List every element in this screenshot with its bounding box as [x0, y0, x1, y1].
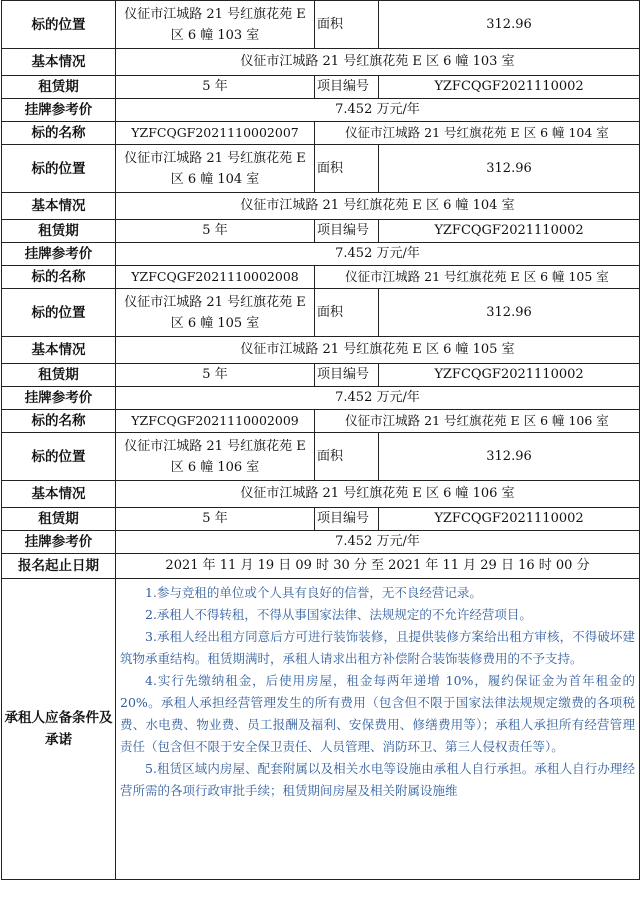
conditions-text: [116, 579, 640, 880]
label-signup-period: 报名起止日期: [2, 554, 116, 579]
label-price: 挂牌参考价: [2, 99, 116, 122]
area-value: 312.96: [379, 1, 640, 49]
row-basic: [2, 481, 640, 508]
label-price: 挂牌参考价: [2, 387, 116, 410]
label-name: 标的名称: [2, 122, 116, 145]
basic-value: 仪征市江城路 21 号红旗花苑 E 区 6 幢 104 室: [116, 193, 640, 220]
label-basic: 基本情况: [2, 49, 116, 76]
label-name: 标的名称: [2, 266, 116, 289]
name-value: 仪征市江城路 21 号红旗花苑 E 区 6 幢 104 室: [315, 122, 640, 145]
basic-value: 仪征市江城路 21 号红旗花苑 E 区 6 幢 105 室: [116, 337, 640, 364]
label-price: 挂牌参考价: [2, 243, 116, 266]
row-location: [2, 145, 640, 193]
row-price: [2, 99, 640, 122]
row-name: [2, 410, 640, 433]
term-value: 5 年: [116, 76, 315, 99]
name-value: 仪征市江城路 21 号红旗花苑 E 区 6 幢 106 室: [315, 410, 640, 433]
condition-item: 5.租赁区域内房屋、配套附属以及相关水电等设施由承租人自行承担。承租人自行办理经营所需的各项行政审批手续；租赁期间房屋及相关附属设施维: [120, 761, 635, 798]
row-price: [2, 243, 640, 266]
label-term: 租赁期: [2, 508, 116, 531]
label-location: 标的位置: [2, 145, 116, 193]
price-value: 7.452 万元/年: [116, 531, 640, 554]
label-basic: 基本情况: [2, 337, 116, 364]
term-value: 5 年: [116, 220, 315, 243]
label-basic: 基本情况: [2, 481, 116, 508]
condition-item: 4.实行先缴纳租金，后使用房屋，租金每两年递增 10%，履约保证金为首年租金的 20%。承租人承担经营管理发生的所有费用（包含但不限于国家法律法规规定缴费的各项税费、水电费、物业费、员工报酬及福利、安保费用、修缮费用等）；承租人承担所有经营管理责任（包含但不限于安全保卫责任、人员管理、消防环卫、第三人侵权责任等）。: [120, 673, 635, 754]
label-name: 标的名称: [2, 410, 116, 433]
project-no-value: YZFCQGF2021110002: [379, 76, 640, 99]
row-location: [2, 289, 640, 337]
location-value: 仪征市江城路 21 号红旗花苑 E 区 6 幢 103 室: [116, 1, 315, 49]
row-price: [2, 387, 640, 410]
row-basic: [2, 193, 640, 220]
price-value: 7.452 万元/年: [116, 387, 640, 410]
label-area: 面积: [315, 1, 379, 49]
project-no-value: YZFCQGF2021110002: [379, 220, 640, 243]
label-location: 标的位置: [2, 433, 116, 481]
label-term: 租赁期: [2, 364, 116, 387]
row-conditions: [2, 579, 640, 880]
condition-item: 2.承租人不得转租，不得从事国家法律、法规规定的不允许经营项目。: [145, 607, 532, 622]
label-area: 面积: [315, 289, 379, 337]
label-location: 标的位置: [2, 289, 116, 337]
row-basic: [2, 49, 640, 76]
price-value: 7.452 万元/年: [116, 243, 640, 266]
label-basic: 基本情况: [2, 193, 116, 220]
name-code: YZFCQGF2021110002008: [116, 266, 315, 289]
label-term: 租赁期: [2, 220, 116, 243]
row-signup-period: [2, 554, 640, 579]
row-term: [2, 220, 640, 243]
label-location: 标的位置: [2, 1, 116, 49]
row-term: [2, 364, 640, 387]
label-project-no: 项目编号: [315, 220, 379, 243]
area-value: 312.96: [379, 433, 640, 481]
project-no-value: YZFCQGF2021110002: [379, 508, 640, 531]
area-value: 312.96: [379, 289, 640, 337]
name-value: 仪征市江城路 21 号红旗花苑 E 区 6 幢 105 室: [315, 266, 640, 289]
location-value: 仪征市江城路 21 号红旗花苑 E 区 6 幢 104 室: [116, 145, 315, 193]
term-value: 5 年: [116, 364, 315, 387]
row-location: [2, 433, 640, 481]
name-code: YZFCQGF2021110002009: [116, 410, 315, 433]
term-value: 5 年: [116, 508, 315, 531]
label-area: 面积: [315, 433, 379, 481]
location-value: 仪征市江城路 21 号红旗花苑 E 区 6 幢 105 室: [116, 289, 315, 337]
area-value: 312.96: [379, 145, 640, 193]
signup-period-value: 2021 年 11 月 19 日 09 时 30 分 至 2021 年 11 月 29 日 16 时 00 分: [116, 554, 640, 579]
label-price: 挂牌参考价: [2, 531, 116, 554]
label-project-no: 项目编号: [315, 76, 379, 99]
label-project-no: 项目编号: [315, 364, 379, 387]
row-name: [2, 266, 640, 289]
row-price: [2, 531, 640, 554]
name-code: YZFCQGF2021110002007: [116, 122, 315, 145]
label-term: 租赁期: [2, 76, 116, 99]
label-project-no: 项目编号: [315, 508, 379, 531]
price-value: 7.452 万元/年: [116, 99, 640, 122]
listing-table: [1, 0, 640, 880]
row-term: [2, 76, 640, 99]
row-name: [2, 122, 640, 145]
location-value: 仪征市江城路 21 号红旗花苑 E 区 6 幢 106 室: [116, 433, 315, 481]
row-basic: [2, 337, 640, 364]
row-term: [2, 508, 640, 531]
label-area: 面积: [315, 145, 379, 193]
condition-item: 3.承租人经出租方同意后方可进行装饰装修，且提供装修方案给出租方审核，不得破坏建筑物承重结构。租赁期满时，承租人请求出租方补偿附合装饰装修费用的不予支持。: [120, 629, 635, 666]
label-conditions: 承租人应备条件及承诺: [2, 579, 116, 880]
basic-value: 仪征市江城路 21 号红旗花苑 E 区 6 幢 106 室: [116, 481, 640, 508]
basic-value: 仪征市江城路 21 号红旗花苑 E 区 6 幢 103 室: [116, 49, 640, 76]
project-no-value: YZFCQGF2021110002: [379, 364, 640, 387]
row-location: [2, 1, 640, 49]
condition-item: 1.参与竞租的单位或个人具有良好的信誉，无不良经营记录。: [145, 585, 482, 600]
